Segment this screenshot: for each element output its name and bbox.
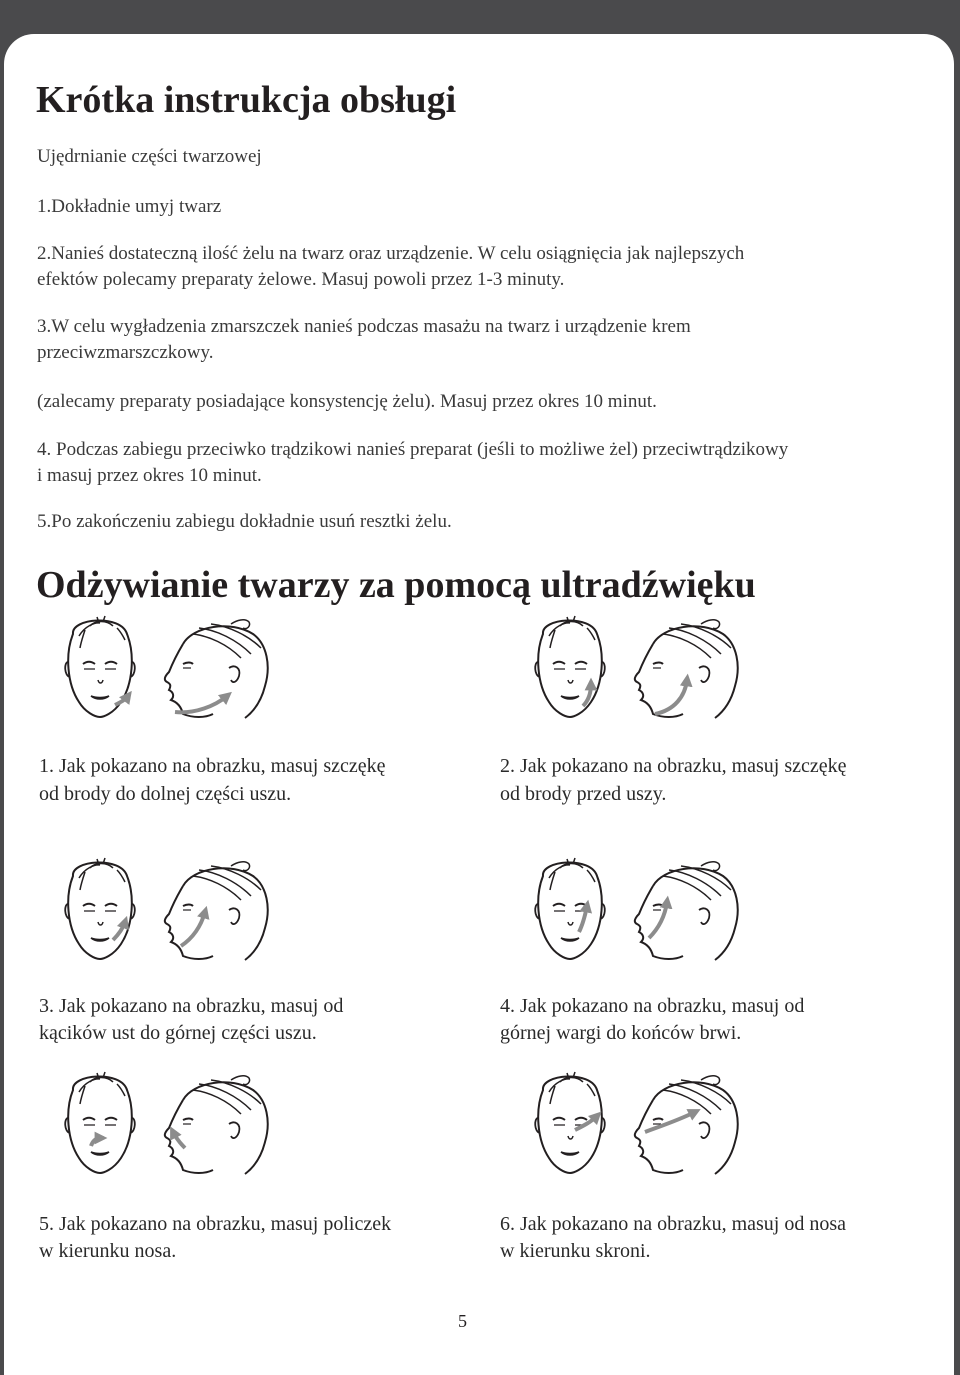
figure-4-caption-line-2: górnej wargi do końców brwi. <box>500 1022 742 1044</box>
note: (zalecamy preparaty posiadające konsystencję żelu). Masuj przez okres 10 minut. <box>37 391 657 412</box>
section-title: Odżywianie twarzy za pomocą ultradźwięku <box>36 564 756 606</box>
step-3-line-1: 3.W celu wygładzenia zmarszczek nanieś podczas masażu na twarz i urządzenie krem <box>37 316 691 337</box>
face-massage-mouth-icon <box>55 852 315 972</box>
figure-2-caption-line-2: od brody przed uszy. <box>500 783 667 805</box>
page-number: 5 <box>458 1311 467 1331</box>
face-massage-jaw-icon <box>55 610 315 730</box>
figure-6-caption-line-1: 6. Jak pokazano na obrazku, masuj od nosa <box>500 1213 847 1235</box>
step-4-line-1: 4. Podczas zabiegu przeciwko trądzikowi nanieś preparat (jeśli to możliwe żel) przeciwtrądzikowy <box>37 439 789 460</box>
figure-5-caption-line-1: 5. Jak pokazano na obrazku, masuj policzek <box>39 1213 392 1235</box>
step-4-line-2: i masuj przez okres 10 minut. <box>37 465 262 486</box>
page-title: Krótka instrukcja obsługi <box>36 79 457 121</box>
subtitle: Ujędrnianie części twarzowej <box>37 146 262 167</box>
figure-4-caption-line-1: 4. Jak pokazano na obrazku, masuj od <box>500 995 805 1017</box>
face-massage-jaw-ear-icon <box>525 610 785 730</box>
figure-1-caption-line-2: od brody do dolnej części uszu. <box>39 783 292 805</box>
figure-6-caption-line-2: w kierunku skroni. <box>500 1240 651 1262</box>
figure-3-caption-line-1: 3. Jak pokazano na obrazku, masuj od <box>39 995 344 1017</box>
figure-5-caption-line-2: w kierunku nosa. <box>39 1240 177 1262</box>
face-massage-temple-icon <box>525 1066 785 1186</box>
step-2-line-2: efektów polecamy preparaty żelowe. Masuj powoli przez 1-3 minuty. <box>37 269 565 290</box>
figure-1-caption-line-1: 1. Jak pokazano na obrazku, masuj szczękę <box>39 755 386 777</box>
step-1: 1.Dokładnie umyj twarz <box>37 196 222 217</box>
face-massage-lip-icon <box>525 852 785 972</box>
figure-2-caption-line-1: 2. Jak pokazano na obrazku, masuj szczękę <box>500 755 847 777</box>
step-2-line-1: 2.Nanieś dostateczną ilość żelu na twarz oraz urządzenie. W celu osiągnięcia jak najlepszych <box>37 243 745 264</box>
step-3-line-2: przeciwzmarszczkowy. <box>37 342 214 363</box>
step-5: 5.Po zakończeniu zabiegu dokładnie usuń resztki żelu. <box>37 511 452 532</box>
figure-3-caption-line-2: kącików ust do górnej części uszu. <box>39 1022 317 1044</box>
face-massage-cheek-icon <box>55 1066 315 1186</box>
